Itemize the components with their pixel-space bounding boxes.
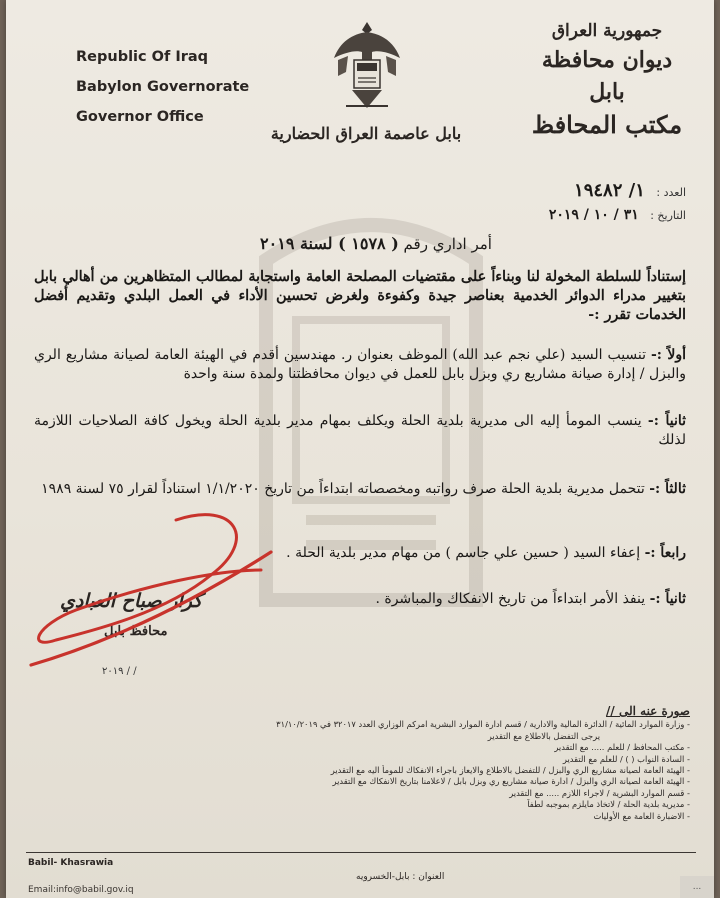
header-ar-line-3: مكتب المحافظ bbox=[531, 110, 683, 139]
copies-row-5: - الهيئة العامة لصيانة مشاريع الري والبزل / للتفضل بالاطلاع والايعاز باجراء الانفكاك للمومأ اليه مع التقدير bbox=[330, 765, 690, 776]
date-value: ٣١ / ١٠ / ٢٠١٩ bbox=[548, 207, 639, 223]
signatory-title: محافظ بابل bbox=[104, 624, 168, 639]
item-2 bbox=[34, 412, 686, 450]
copies-row-4: - السادة النواب ( ) / للعلم مع التقدير bbox=[562, 753, 690, 764]
copies-row-1: - وزارة الموارد المائية / الدائرة المالية والادارية / قسم ادارة الموارد البشرية امركم الوزاري العدد ٣٢٠١٧ في ٣١/١٠/٢٠١٩ bbox=[276, 719, 690, 730]
item-3-label: ثالثاً :- bbox=[649, 481, 686, 497]
order-title bbox=[156, 234, 596, 253]
date-label: التاريخ : bbox=[650, 209, 686, 222]
copies-row-2: يرجى التفضل بالاطلاع مع التقدير bbox=[487, 730, 600, 741]
copies-row-9: - الاضبارة العامة مع الأوليات bbox=[593, 810, 690, 821]
number-label: العدد : bbox=[656, 186, 686, 199]
copies-row-8: - مديرية بلدية الحلة / لاتخاذ مايلزم بموجبه لطفاً bbox=[527, 799, 690, 810]
corner-tag: ... bbox=[680, 876, 714, 898]
copies-row-6: - الهيئة العامة لصيانة الري والبزل / ادارة صيانة مشاريع ري وبزل بابل / لاعلامنا بتاريخ الانفكاك مع التقدير bbox=[332, 776, 690, 787]
header-english bbox=[76, 42, 249, 132]
copies-header: صورة عنه الى // bbox=[606, 704, 690, 718]
order-prefix: أمر اداري رقم bbox=[403, 235, 492, 253]
order-number: ( ١٥٧٨ ) لسنة ٢٠١٩ bbox=[260, 234, 399, 253]
header-en-line-1: Republic Of Iraq bbox=[76, 49, 209, 65]
item-5-text: ينفذ الأمر ابتداءاً من تاريخ الانفكاك والمباشرة . bbox=[375, 591, 646, 607]
item-1 bbox=[34, 346, 686, 384]
header-en-line-3: Governor Office bbox=[76, 109, 204, 125]
footer-website: Email:info@babil.gov.iq bbox=[28, 885, 134, 895]
intro-paragraph: إستناداً للسلطة المخولة لنا وبناءاً على مقتضيات المصلحة العامة واستجابة لمطالب المتظاهرين من أهالي بابل بتغيير مدراء الدوائر الخدمية بعناصر جيدة وكفوءة ولغرض تحسين الأداء في العمل البلدي وتقديم أفضل الخدمات تقرر :- bbox=[34, 269, 686, 323]
number-value: ١/ ١٩٤٨٢ bbox=[574, 180, 645, 201]
item-3-text: تتحمل مديرية بلدية الحلة صرف رواتبه ومخصصاته ابتداءاً من تاريخ ١/١/٢٠٢٠ استناداً لقرار ٧٥ لسنة ١٩٨٩ bbox=[41, 481, 645, 497]
item-4-text: إعفاء السيد ( حسين علي جاسم ) من مهام مدير بلدية الحلة . bbox=[286, 545, 641, 561]
item-5 bbox=[236, 590, 686, 609]
eagle-emblem-icon bbox=[332, 16, 402, 116]
item-1-text: تنسيب السيد (علي نجم عبد الله) الموظف بعنوان ر. مهندسين أقدم في الهيئة العامة لصيانة مشاريع الري والبزل / إدارة صيانة مشاريع ري وبزل بابل للعمل في ديوان محافظتنا ولمدة سنة واحدة bbox=[34, 347, 686, 382]
document-date bbox=[549, 207, 686, 223]
signature-date: / / ٢٠١٩ bbox=[102, 666, 137, 677]
header-ar-line-1: جمهورية العراق bbox=[551, 21, 663, 41]
document-number bbox=[574, 180, 686, 201]
header-arabic bbox=[522, 18, 692, 142]
copies-list bbox=[130, 706, 690, 822]
item-4 bbox=[236, 544, 686, 563]
footer-arabic: العنوان : بابل-الخسرويه bbox=[356, 872, 445, 882]
footer-english: Babil- Khasrawia bbox=[28, 858, 114, 868]
item-2-text: ينسب المومأ إليه الى مديرية بلدية الحلة ويكلف بمهام مدير بلدية الحلة ويخول كافة الصلاحيات اللازمة لذلك bbox=[34, 413, 686, 448]
signatory-name: كرار صباح العبادي bbox=[60, 590, 203, 612]
header-ar-line-2: ديوان محافظة بابل bbox=[541, 47, 673, 105]
item-2-label: ثانياً :- bbox=[647, 413, 687, 429]
copies-row-3: - مكتب المحافظ / للعلم ..... مع التقدير bbox=[554, 742, 690, 753]
document-page bbox=[6, 0, 714, 898]
item-5-label: ثانياً :- bbox=[649, 591, 686, 607]
footer-divider bbox=[26, 852, 696, 853]
item-3 bbox=[34, 480, 686, 499]
item-4-label: رابعاً :- bbox=[644, 545, 686, 561]
copies-row-7: - قسم الموارد البشرية / لاجراء اللازم ..... مع التقدير bbox=[509, 787, 690, 798]
header-en-line-2: Babylon Governorate bbox=[76, 79, 250, 95]
motto: بابل عاصمة العراق الحضارية bbox=[270, 124, 462, 143]
signature-block bbox=[40, 572, 250, 682]
item-1-label: أولاً :- bbox=[650, 347, 686, 363]
